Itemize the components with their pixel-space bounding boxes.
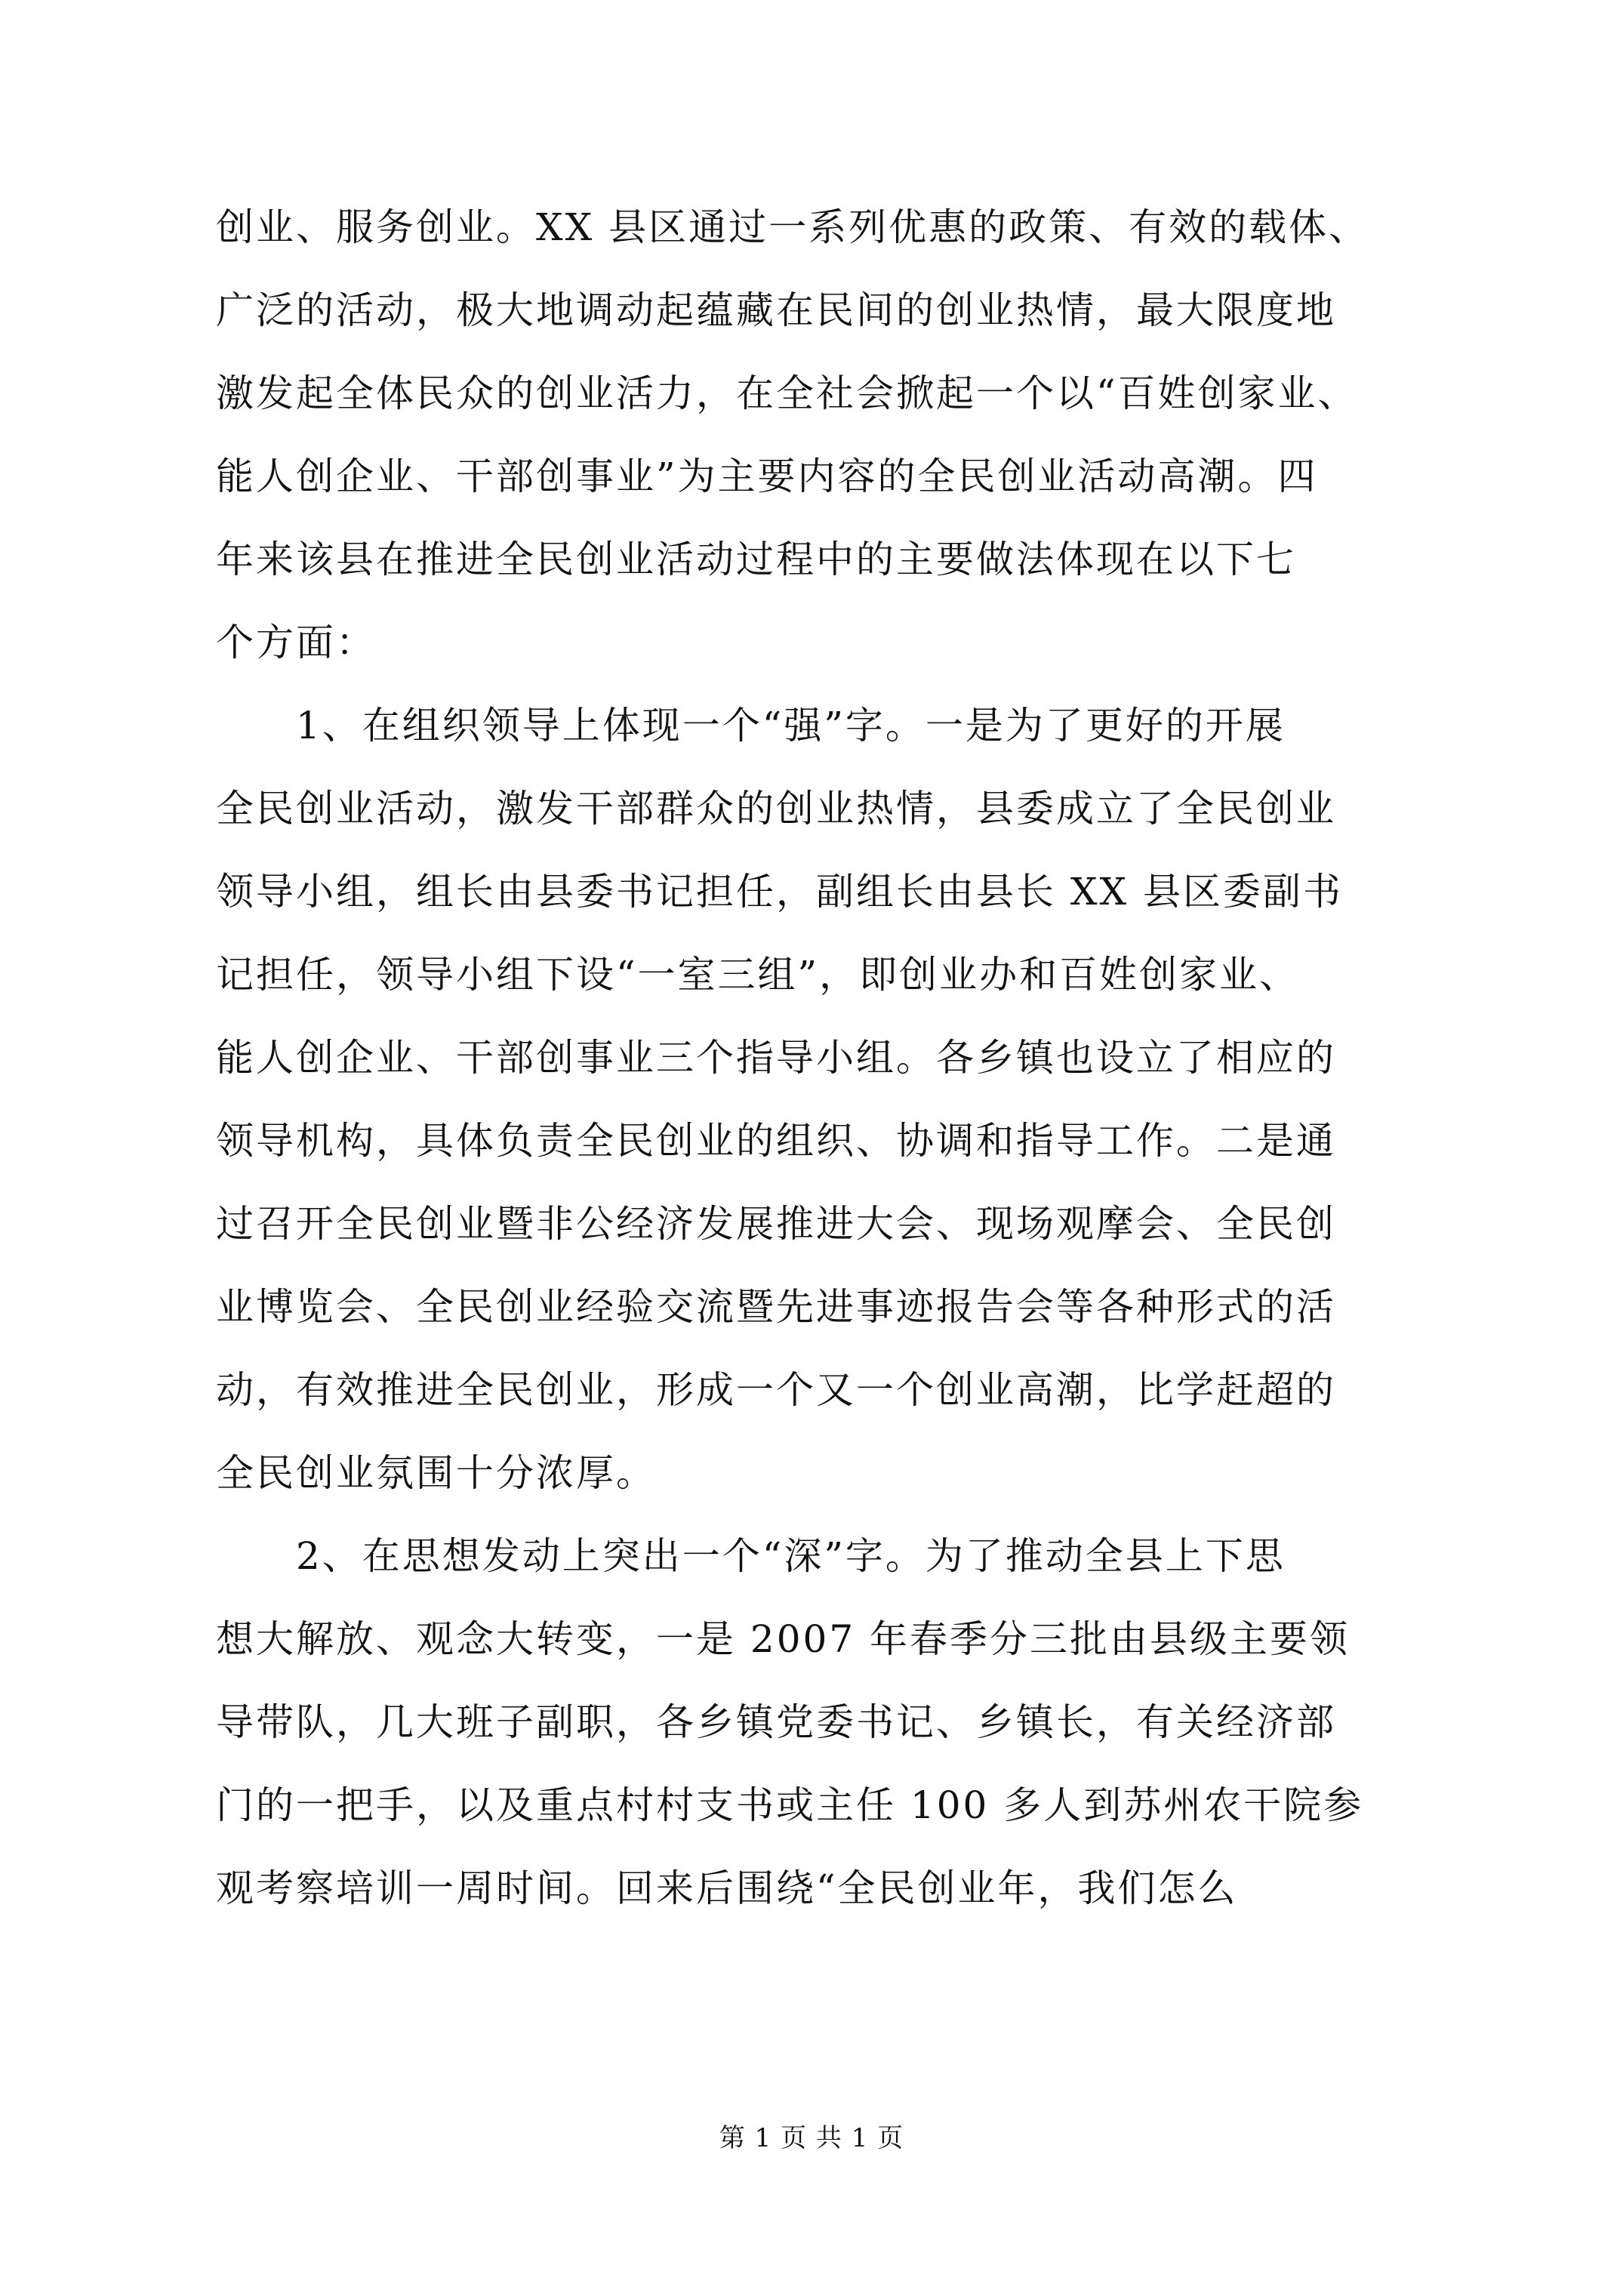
body-text xyxy=(216,186,1424,1930)
text-line: 门的一把手，以及重点村村支书或主任 100 多人到苏州农干院参 xyxy=(216,1783,1364,1827)
text-line: 导带队，几大班子副职，各乡镇党委书记、乡镇长，有关经济部 xyxy=(216,1700,1336,1744)
text-line: 领导机构，具体负责全民创业的组织、协调和指导工作。二是通 xyxy=(216,1119,1336,1163)
text-line: 观考察培训一周时间。回来后围绕“全民创业年，我们怎么 xyxy=(216,1866,1238,1910)
text-line: 记担任，领导小组下设“一室三组”，即创业办和百姓创家业、 xyxy=(216,953,1300,997)
text-line: 2、在思想发动上突出一个“深”字。为了推动全县上下思 xyxy=(216,1534,1286,1578)
text-line: 能人创企业、干部创事业三个指导小组。各乡镇也设立了相应的 xyxy=(216,1036,1336,1080)
text-line: 全民创业活动，激发干部群众的创业热情，县委成立了全民创业 xyxy=(216,787,1336,831)
text-line: 动，有效推进全民创业，形成一个又一个创业高潮，比学赶超的 xyxy=(216,1368,1336,1412)
text-line: 激发起全体民众的创业活力，在全社会掀起一个以“百姓创家业、 xyxy=(216,371,1358,415)
text-line: 领导小组，组长由县委书记担任，副组长由县长 XX 县区委副书 xyxy=(216,870,1343,914)
text-line: 个方面： xyxy=(216,621,376,664)
text-line: 过召开全民创业暨非公经济发展推进大会、现场观摩会、全民创 xyxy=(216,1202,1336,1246)
text-line: 能人创企业、干部创事业”为主要内容的全民创业活动高潮。四 xyxy=(216,455,1318,498)
text-line: 广泛的活动，极大地调动起蕴藏在民间的创业热情，最大限度地 xyxy=(216,288,1336,332)
text-line: 创业、服务创业。XX 县区通过一系列优惠的政策、有效的载体、 xyxy=(216,205,1369,249)
text-line: 1、在组织领导上体现一个“强”字。一是为了更好的开展 xyxy=(216,704,1286,747)
text-line: 年来该县在推进全民创业活动过程中的主要做法体现在以下七 xyxy=(216,538,1296,581)
text-line: 业博览会、全民创业经验交流暨先进事迹报告会等各种形式的活 xyxy=(216,1285,1336,1329)
text-line: 想大解放、观念大转变，一是 2007 年春季分三批由县级主要领 xyxy=(216,1617,1350,1661)
page-footer: 第 1 页 共 1 页 xyxy=(719,2123,904,2153)
text-line: 全民创业氛围十分浓厚。 xyxy=(216,1451,656,1495)
